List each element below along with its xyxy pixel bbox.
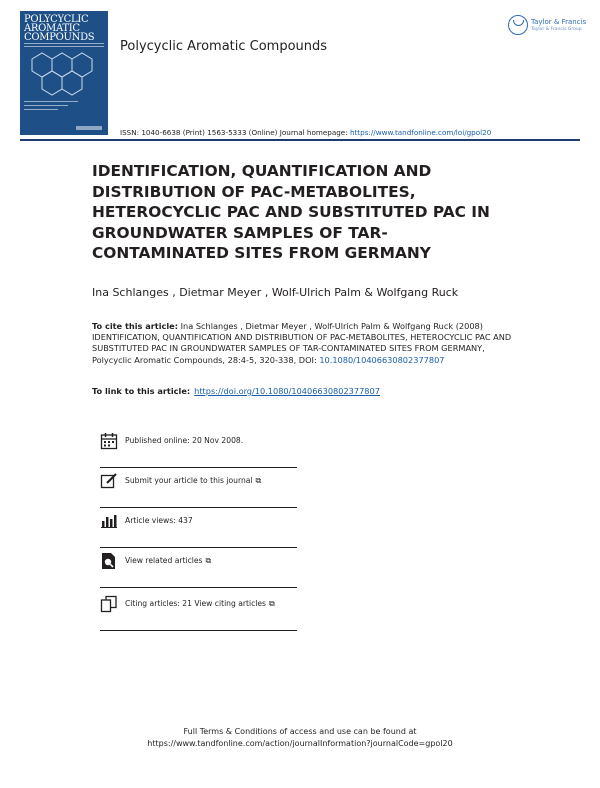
footer-terms: Full Terms & Conditions of access and use can be found at	[183, 727, 417, 736]
external-link-icon: ⧉	[269, 599, 275, 608]
hexagon-pattern-icon	[20, 49, 108, 109]
citation-label: To cite this article:	[92, 321, 178, 331]
citing-articles-row[interactable]	[100, 590, 297, 631]
citing-documents-icon	[100, 595, 118, 613]
citing-articles-link[interactable]: Citing articles: 21 View citing articles	[125, 599, 266, 608]
header-divider	[20, 139, 580, 141]
journal-cover-image	[20, 11, 108, 135]
edit-icon	[100, 472, 118, 490]
article-views-row	[100, 507, 297, 548]
cover-title: POLYCYCLIC AROMATIC COMPOUNDS	[24, 14, 95, 43]
external-link-icon: ⧉	[205, 556, 212, 565]
citation-doi-link[interactable]: 10.1080/10406630802377807	[319, 354, 445, 365]
journal-title: Polycyclic Aromatic Compounds	[120, 39, 328, 54]
article-title: IDENTIFICATION, QUANTIFICATION AND DISTRIBUTION OF PAC-METABOLITES, HETEROCYCLIC PAC AND SUBSTITUTED PAC IN GROUNDWATER SAMPLES OF TAR-CONTAMINATED SITES FROM GERMANY	[92, 162, 490, 262]
article-views-count: Article views: 437	[125, 516, 193, 525]
calendar-icon	[100, 432, 118, 450]
journal-homepage-link[interactable]: https://www.tandfonline.com/loi/gpol20	[349, 128, 492, 137]
submit-article-row[interactable]	[100, 467, 297, 508]
publisher-logo-icon	[508, 15, 528, 35]
article-authors: Ina Schlanges , Dietmar Meyer , Wolf-Ulrich Palm & Wolfgang Ruck	[92, 286, 459, 299]
published-date: Published online: 20 Nov 2008.	[125, 436, 244, 445]
article-doi-link[interactable]: https://doi.org/10.1080/10406630802377807	[194, 386, 380, 396]
article-link-line	[92, 386, 380, 396]
footer-url[interactable]: https://www.tandfonline.com/action/journalInformation?journalCode=gpol20	[147, 739, 453, 748]
submit-article-link[interactable]: Submit your article to this journal	[125, 476, 253, 485]
published-row	[100, 427, 297, 468]
publisher-logo[interactable]: Taylor & Francis Taylor & Francis Group	[508, 15, 584, 37]
article-link-label: To link to this article:	[92, 386, 191, 396]
bar-chart-icon	[100, 512, 118, 530]
issn-line: ISSN: 1040-6638 (Print) 1563-5333 (Online) Journal homepage: https://www.tandfonline.com/loi/gpol20	[120, 128, 492, 137]
related-articles-row[interactable]	[100, 547, 297, 588]
external-link-icon: ⧉	[255, 476, 262, 485]
citation-text: Ina Schlanges , Dietmar Meyer , Wolf-Ulrich Palm & Wolfgang Ruck (2008) IDENTIFICATION, QUANTIFICATION AND DISTRIBUTION OF PAC-METABOLITES, HETEROCYCLIC PAC AND SUBSTITUTED PAC IN GROUNDWATER SAMPLES OF TAR-CONTAMINATED SITES FROM GERMANY, Polycyclic Aromatic Compounds, 28:4-5, 320-338, DOI:	[92, 321, 512, 365]
search-document-icon	[100, 552, 118, 570]
related-articles-link[interactable]: View related articles	[125, 556, 203, 565]
citation-block	[92, 321, 512, 366]
